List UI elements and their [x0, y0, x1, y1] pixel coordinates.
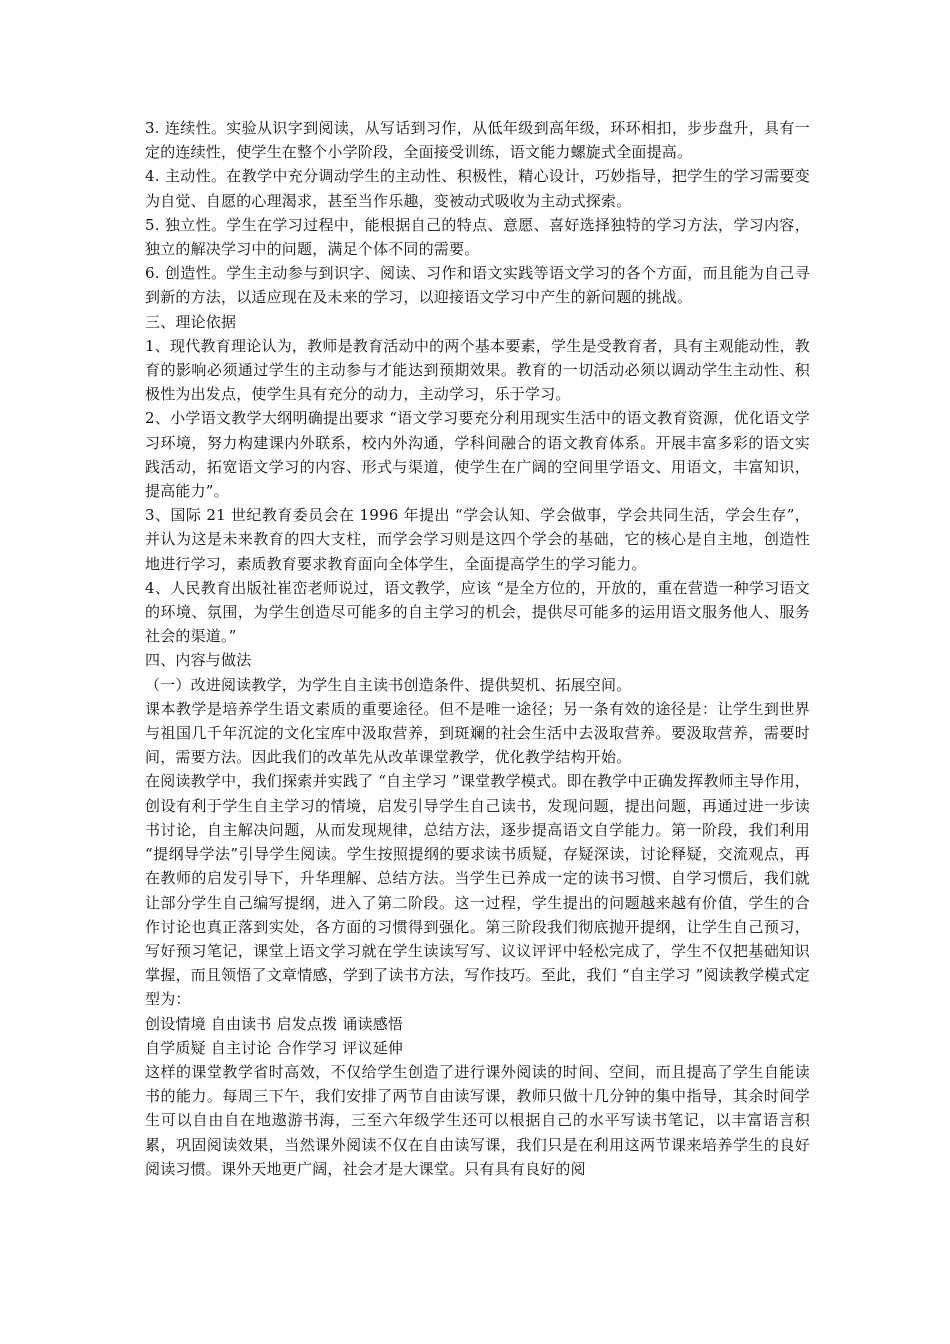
paragraph-textbook-teaching: 课本教学是培养学生语文素质的重要途径。但不是唯一途径；另一条有效的途径是：让学生到世界与祖国几千年沉淀的文化宝库中汲取营养，到斑斓的社会生活中去汲取营养。要汲取营养，需要时间，需要方法。因此我们的改革先从改革课堂教学，优化教学结构开始。: [145, 699, 810, 767]
document-page: [145, 116, 810, 1181]
model-steps-line-1: 创设情境 自由读书 启发点拨 诵读感悟: [145, 1014, 404, 1033]
section-heading-content: 四、内容与做法: [145, 651, 252, 670]
paragraph-continuity: 3. 连续性。实验从识字到阅读，从写话到习作，从低年级到高年级，环环相扣，步步盘升，具有一定的连续性，使学生在整个小学阶段，全面接受训练，语文能力螺旋式全面提高。: [145, 119, 810, 162]
paragraph-reading-model: 在阅读教学中，我们探索并实践了 “自主学习 ”课堂教学模式。即在教学中正确发挥教师主导作用，创设有利于学生自主学习的情境，启发引导学生自己读书，发现问题，提出问题，再通过进一步读书讨论，自主解决问题，从而发现规律，总结方法，逐步提高语文自学能力。第一阶段，我们利用 “提纲导学法”引导学生阅读。学生按照提纲的要求读书质疑，存疑深读，讨论释疑，交流观点，再在教师的启发引导下，升华理解、总结方法。当学生已养成一定的读书习惯、自学习惯后，我们就让部分学生自己编写提纲，进入了第二阶段。这一过程，学生提出的问题越来越有价值，学生的合作讨论也真正落到实处，各方面的习惯得到强化。第三阶段我们彻底抛开提纲，让学生自己预习，写好预习笔记，课堂上语文学习就在学生读读写写、议议评评中轻松完成了，学生不仅把基础知识掌握，而且领悟了文章情感，学到了读书方法，写作技巧。至此，我们 “自主学习 ”阅读教学模式定型为：: [145, 772, 810, 1009]
section-heading-theory: 三、理论依据: [145, 312, 237, 331]
paragraph-independence: 5. 独立性。学生在学习过程中，能根据自己的特点、意愿、喜好选择独特的学习方法，学习内容，独立的解决学习中的问题，满足个体不同的需要。: [145, 215, 810, 259]
paragraph-theory-2: 2、小学语文教学大纲明确提出要求 “语文学习要充分利用现实生活中的语文教育资源，优化语文学习环境，努力构建课内外联系，校内外沟通，学科间融合的语文教育体系。开展丰富多彩的语文实践活动，拓宽语文学习的内容、形式与渠道，使学生在广阔的空间里学语文、用语文，丰富知识，提高能力”。: [145, 409, 810, 501]
paragraph-efficiency: 这样的课堂教学省时高效，不仅给学生创造了进行课外阅读的时间、空间，而且提高了学生自能读书的能力。每周三下午，我们安排了两节自由读写课，教师只做十几分钟的集中指导，其余时间学生可以自由自在地遨游书海，三至六年级学生还可以根据自己的水平写读书笔记，以丰富语言积累，巩固阅读效果，当然课外阅读不仅在自由读写课，我们只是在利用这两节课来培养学生的良好阅读习惯。课外天地更广阔，社会才是大课堂。只有具有良好的阅: [145, 1062, 810, 1178]
paragraph-theory-4: 4、人民教育出版社崔峦老师说过，语文教学，应该 “是全方位的，开放的，重在营造一种学习语文的环境、氛围，为学生创造尽可能多的自主学习的机会，提供尽可能多的运用语文服务他人、服务社会的渠道。”: [145, 578, 810, 646]
paragraph-creativity: 6. 创造性。学生主动参与到识字、阅读、习作和语文实践等语文学习的各个方面，而且能为自己寻到新的方法，以适应现在及未来的学习，以迎接语文学习中产生的新问题的挑战。: [145, 264, 810, 307]
paragraph-theory-1: 1、现代教育理论认为，教师是教育活动中的两个基本要素，学生是受教育者，具有主观能动性，教育的影响必须通过学生的主动参与才能达到预期效果。教育的一切活动必须以调动学生主动性、积极性为出发点，使学生具有充分的动力，主动学习，乐于学习。: [145, 336, 810, 404]
subsection-heading-reading: （一）改进阅读教学，为学生自主读书创造条件、提供契机、拓展空间。: [145, 675, 632, 694]
paragraph-initiative: 4. 主动性。在教学中充分调动学生的主动性、积极性，精心设计，巧妙指导，把学生的学习需要变为自觉、自愿的心理渴求，甚至当作乐趣，变被动式吸收为主动式探索。: [145, 167, 810, 210]
model-steps-line-2: 自学质疑 自主讨论 合作学习 评议延伸: [145, 1038, 404, 1057]
paragraph-theory-3: 3、国际 21 世纪教育委员会在 1996 年提出 “学会认知、学会做事，学会共同生活，学会生存”，并认为这是未来教育的四大支柱，而学会学习则是这四个学会的基础，它的核心是自主地，创造性地进行学习，素质教育要求教育面向全体学生，全面提高学生的学习能力。: [145, 506, 810, 573]
